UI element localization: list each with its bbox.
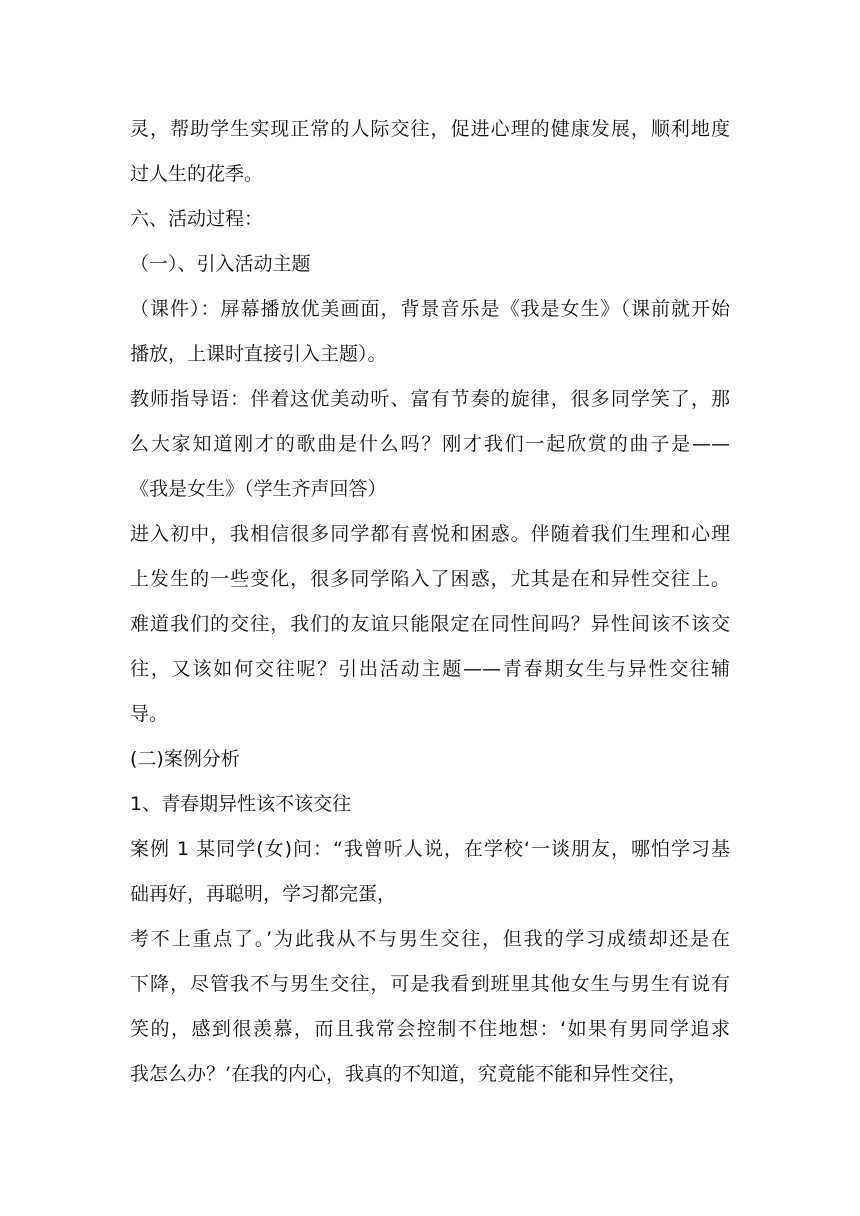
text-line: 笑的，感到很羡慕，而且我常会控制不住地想：‘如果有男同学追求 bbox=[130, 1018, 730, 1040]
paragraph-subsection-2-heading bbox=[130, 737, 730, 782]
text-line: 案例 1 某同学(女)问：“我曾听人说，在学校‘一谈朋友，哪怕学习基 bbox=[130, 838, 730, 860]
paragraph-courseware-note bbox=[130, 287, 730, 377]
text-line: 考不上重点了。’为此我从不与男生交往，但我的学习成绩却还是在 bbox=[130, 928, 730, 950]
text-line: 教师指导语：伴着这优美动听、富有节奏的旋律，很多同学笑了，那 bbox=[130, 388, 730, 410]
text-line: 1、青春期异性该不该交往 bbox=[130, 793, 352, 815]
text-line: 上发生的一些变化，很多同学陷入了困惑，尤其是在和异性交往上。 bbox=[130, 568, 730, 590]
text-line: (二)案例分析 bbox=[130, 748, 240, 770]
text-line: 下降，尽管我不与男生交往，可是我看到班里其他女生与男生有说有 bbox=[130, 973, 730, 995]
paragraph-item-1-heading bbox=[130, 782, 730, 827]
paragraph-case-1-part-a bbox=[130, 827, 730, 917]
text-line: 导。 bbox=[130, 703, 169, 725]
text-line: 往，又该如何交往呢？引出活动主题——青春期女生与异性交往辅 bbox=[130, 658, 730, 680]
paragraph-teacher-guidance bbox=[130, 377, 730, 512]
text-line: （一）、引入活动主题 bbox=[130, 253, 311, 275]
text-line: （课件）：屏幕播放优美画面，背景音乐是《我是女生》（课前就开始 bbox=[130, 298, 730, 320]
paragraph-intro-continuation bbox=[130, 107, 730, 197]
text-line: 么大家知道刚才的歌曲是什么吗？刚才我们一起欣赏的曲子是—— bbox=[130, 433, 730, 455]
text-line: 播放，上课时直接引入主题）。 bbox=[130, 343, 387, 365]
paragraph-junior-high-intro bbox=[130, 512, 730, 737]
paragraph-section-6-heading bbox=[130, 197, 730, 242]
text-line: 础再好，再聪明，学习都完蛋， bbox=[130, 883, 397, 905]
paragraph-subsection-1-heading bbox=[130, 242, 730, 287]
document-body bbox=[130, 107, 730, 1097]
paragraph-case-1-part-b bbox=[130, 917, 730, 1097]
text-line: 过人生的花季。 bbox=[130, 163, 264, 185]
text-line: 六、活动过程： bbox=[130, 208, 264, 230]
text-line: 我怎么办？’在我的内心，我真的不知道，究竟能不能和异性交往， bbox=[130, 1063, 688, 1085]
text-line: 难道我们的交往，我们的友谊只能限定在同性间吗？异性间该不该交 bbox=[130, 613, 730, 635]
text-line: 灵，帮助学生实现正常的人际交往，促进心理的健康发展，顺利地度 bbox=[130, 118, 730, 140]
text-line: 进入初中，我相信很多同学都有喜悦和困惑。伴随着我们生理和心理 bbox=[130, 523, 730, 545]
text-line: 《我是女生》（学生齐声回答） bbox=[130, 478, 387, 500]
